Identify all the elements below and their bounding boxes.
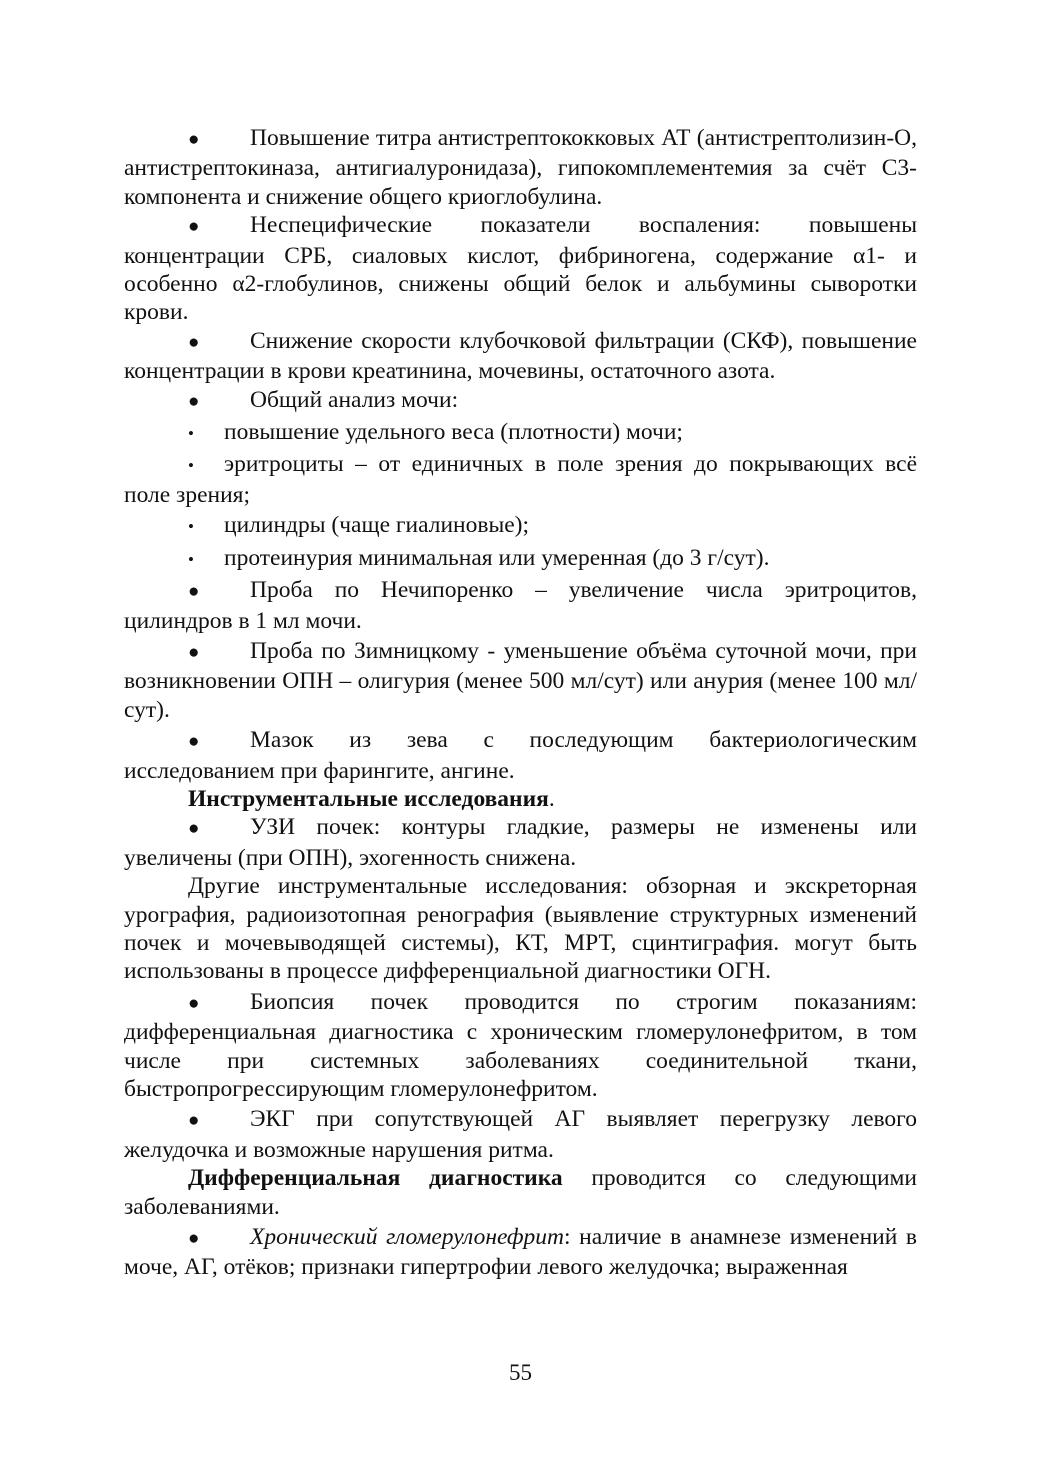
bullet-icon: ● [188, 1228, 200, 1250]
paragraph-text: ЭКГ при сопутствующей АГ выявляет перегрузку левого желудочка и возможные нарушения ритма. [124, 1106, 917, 1163]
paragraph-chronic-gn [124, 1223, 917, 1282]
paragraph-antistreptococcal [124, 124, 917, 211]
sub-item-text: протеинурия минимальная или умеренная (до 3 г/сут). [224, 544, 770, 571]
bullet-icon: ● [188, 1110, 200, 1132]
bullet-icon: ● [188, 641, 200, 663]
paragraph-nechiporenko [124, 576, 917, 635]
bullet-icon: ● [188, 731, 200, 753]
bullet-icon: ● [188, 818, 200, 840]
bullet-icon: ● [188, 390, 200, 412]
sub-item-casts [124, 511, 917, 541]
heading-tail: . [548, 785, 555, 812]
sub-item-text: цилиндры (чаще гиалиновые); [224, 512, 530, 539]
heading-differential [124, 1164, 917, 1221]
sub-item-text: повышение удельного веса (плотности) мочи; [224, 419, 683, 446]
bullet-icon: ● [188, 331, 200, 353]
paragraph-ecg [124, 1105, 917, 1164]
sub-item-specific-gravity [124, 418, 917, 448]
paragraph-text: Другие инструментальные исследования: обзорная и экскреторная урография, радиоизотопная ренография (выявление структурных изменений почек и мочевыводящей системы), КТ, МРТ, сцинтиграфия. могут быть использованы в процессе дифференциальной диагностики ОГН. [124, 873, 917, 985]
paragraph-text: Снижение скорости клубочковой фильтрации (СКФ), повышение концентрации в крови креатинина, мочевины, остаточного азота. [124, 327, 917, 385]
bullet-icon: ● [188, 992, 200, 1014]
sub-bullet-icon: • [188, 549, 194, 569]
paragraph-ultrasound [124, 813, 917, 872]
paragraph-throat-swab [124, 726, 917, 785]
sub-item-text: эритроциты – от единичных в поле зрения до покрывающих всё поле зрения; [124, 451, 917, 508]
paragraph-zimnitsky [124, 637, 917, 724]
term-italic: Хронический гломерулонефрит [250, 1224, 564, 1251]
paragraph-text: Неспецифические показатели воспаления: повышены концентрации СРБ, сиаловых кислот, фибриногена, содержание α1- и особенно α2-глобулинов, снижены общий белок и альбумины сыворотки крови. [124, 212, 917, 326]
sub-item-erythrocytes [124, 450, 917, 509]
heading-text: Инструментальные исследования [188, 785, 549, 812]
paragraph-text: Общий анализ мочи: [250, 386, 459, 413]
paragraph-inflammation [124, 211, 917, 327]
heading-tail: проводится со следующими заболеваниями. [124, 1165, 917, 1220]
page-body [124, 124, 917, 1282]
heading-instrumental [124, 785, 917, 813]
page-number: 55 [509, 1360, 532, 1385]
paragraph-text: Повышение титра антистрептококковых АТ (антистрептолизин-О, антистрептокиназа, антигиалуронидаза), гипокомплементемия за счёт С3-компонента и снижение общего криоглобулина. [124, 125, 917, 210]
sub-bullet-icon: • [188, 424, 194, 444]
paragraph-urinalysis [124, 386, 917, 416]
paragraph-text: : наличие в анамнезе изменений в моче, АГ, отёков; признаки гипертрофии левого желудочка; выраженная [124, 1224, 918, 1281]
bullet-icon: ● [188, 129, 200, 150]
paragraph-biopsy [124, 988, 917, 1104]
paragraph-gfr [124, 327, 917, 386]
paragraph-text: УЗИ почек: контуры гладкие, размеры не изменены или увеличены (при ОПН), эхогенность снижена. [124, 814, 917, 871]
sub-bullet-icon: • [188, 456, 194, 476]
bullet-icon: ● [188, 216, 200, 238]
sub-bullet-icon: • [188, 517, 194, 537]
heading-text: Дифференциальная диагностика [188, 1165, 563, 1192]
paragraph-text: Биопсия почек проводится по строгим показаниям: дифференциальная диагностика с хроническим гломерулонефритом, в том числе при системных заболеваниях соединительной ткани, быстропрогрессирующим гломерулонефритом. [124, 988, 917, 1102]
paragraph-text: Проба по Нечипоренко – увеличение числа эритроцитов, цилиндров в 1 мл мочи. [124, 577, 917, 634]
paragraph-text: Мазок из зева с последующим бактериологическим исследованием при фарингите, ангине. [124, 727, 917, 784]
paragraph-text: Проба по Зимницкому - уменьшение объёма суточной мочи, при возникновении ОПН – олигурия (менее 500 мл/сут) или анурия (менее 100 мл/сут). [124, 637, 917, 723]
paragraph-other-instrumental [124, 872, 917, 986]
bullet-icon: ● [188, 581, 200, 603]
sub-item-proteinuria [124, 544, 917, 574]
